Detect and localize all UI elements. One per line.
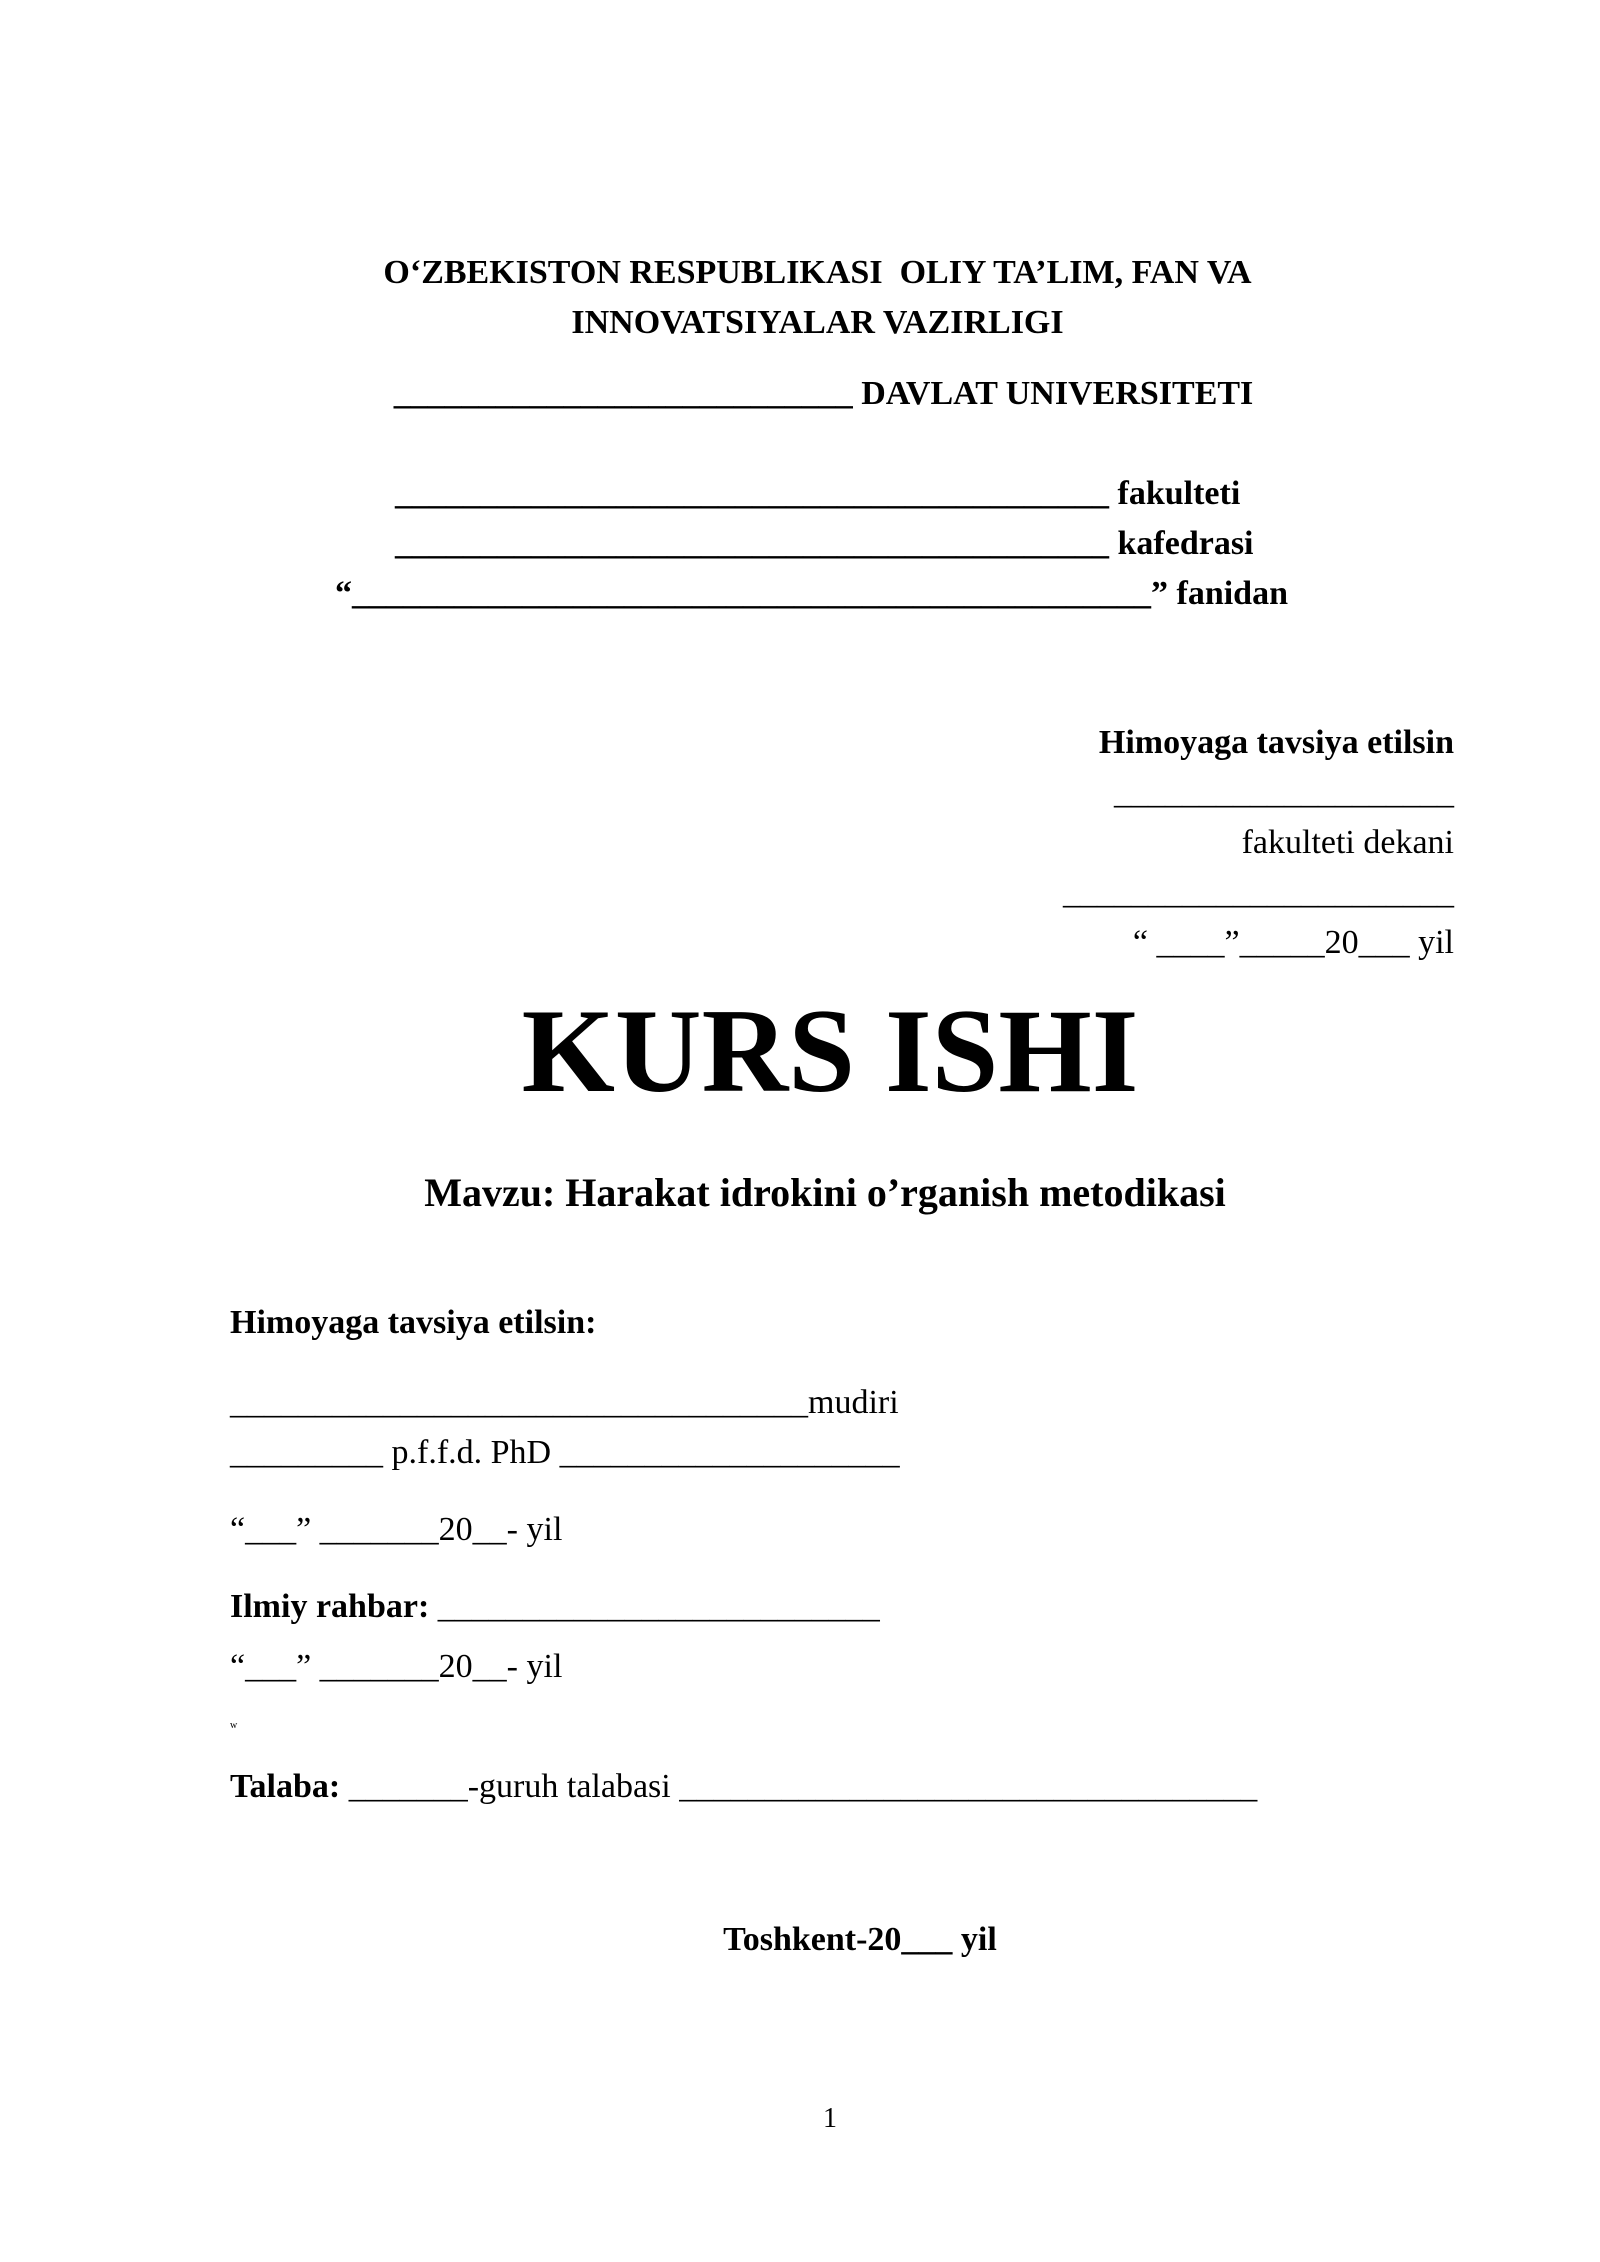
- ministry-line-1: O‘ZBEKISTON RESPUBLIKASI OLIY TA’LIM, FAN VA: [383, 254, 1252, 291]
- approval-right-date: “ ____”_____20___ yil: [1132, 924, 1454, 961]
- advisor-date: “___” _______20__- yil: [230, 1648, 563, 1685]
- degree-line: _________ p.f.f.d. PhD ____________________: [230, 1434, 900, 1471]
- approval-right-signature-line: ____________________: [1114, 774, 1454, 811]
- page-number: 1: [823, 2103, 837, 2134]
- approval-left-date: “___” _______20__- yil: [230, 1511, 563, 1548]
- faculty-line: __________________________________________ fakulteti: [395, 475, 1241, 512]
- department-line: __________________________________________ kafedrasi: [395, 525, 1254, 562]
- approval-right-name-line: _______________________: [1063, 874, 1454, 911]
- topic-line: Mavzu: Harakat idrokini o’rganish metodikasi: [424, 1170, 1226, 1215]
- document-title: KURS ISHI: [521, 984, 1139, 1117]
- student-blank: _______-guruh talabasi __________________________________: [340, 1768, 1258, 1805]
- tiny-mark: w: [230, 1720, 238, 1731]
- approval-left-title: Himoyaga tavsiya etilsin:: [230, 1304, 597, 1341]
- student-label: Talaba:: [230, 1768, 341, 1805]
- dean-label: fakulteti dekani: [1241, 824, 1454, 861]
- department-head-line: __________________________________mudiri: [230, 1384, 899, 1421]
- university-line: ___________________________ DAVLAT UNIVERSITETI: [393, 375, 1254, 412]
- advisor-blank: __________________________: [429, 1588, 880, 1625]
- advisor-line: [230, 1587, 880, 1626]
- student-line: [230, 1767, 1257, 1806]
- subject-line: “_______________________________________________” fanidan: [335, 575, 1288, 612]
- advisor-label: Ilmiy rahbar:: [230, 1588, 430, 1625]
- approval-right-title: Himoyaga tavsiya etilsin: [1098, 724, 1454, 761]
- city-year: Toshkent-20___ yil: [723, 1921, 997, 1958]
- ministry-line-2: INNOVATSIYALAR VAZIRLIGI: [571, 304, 1064, 341]
